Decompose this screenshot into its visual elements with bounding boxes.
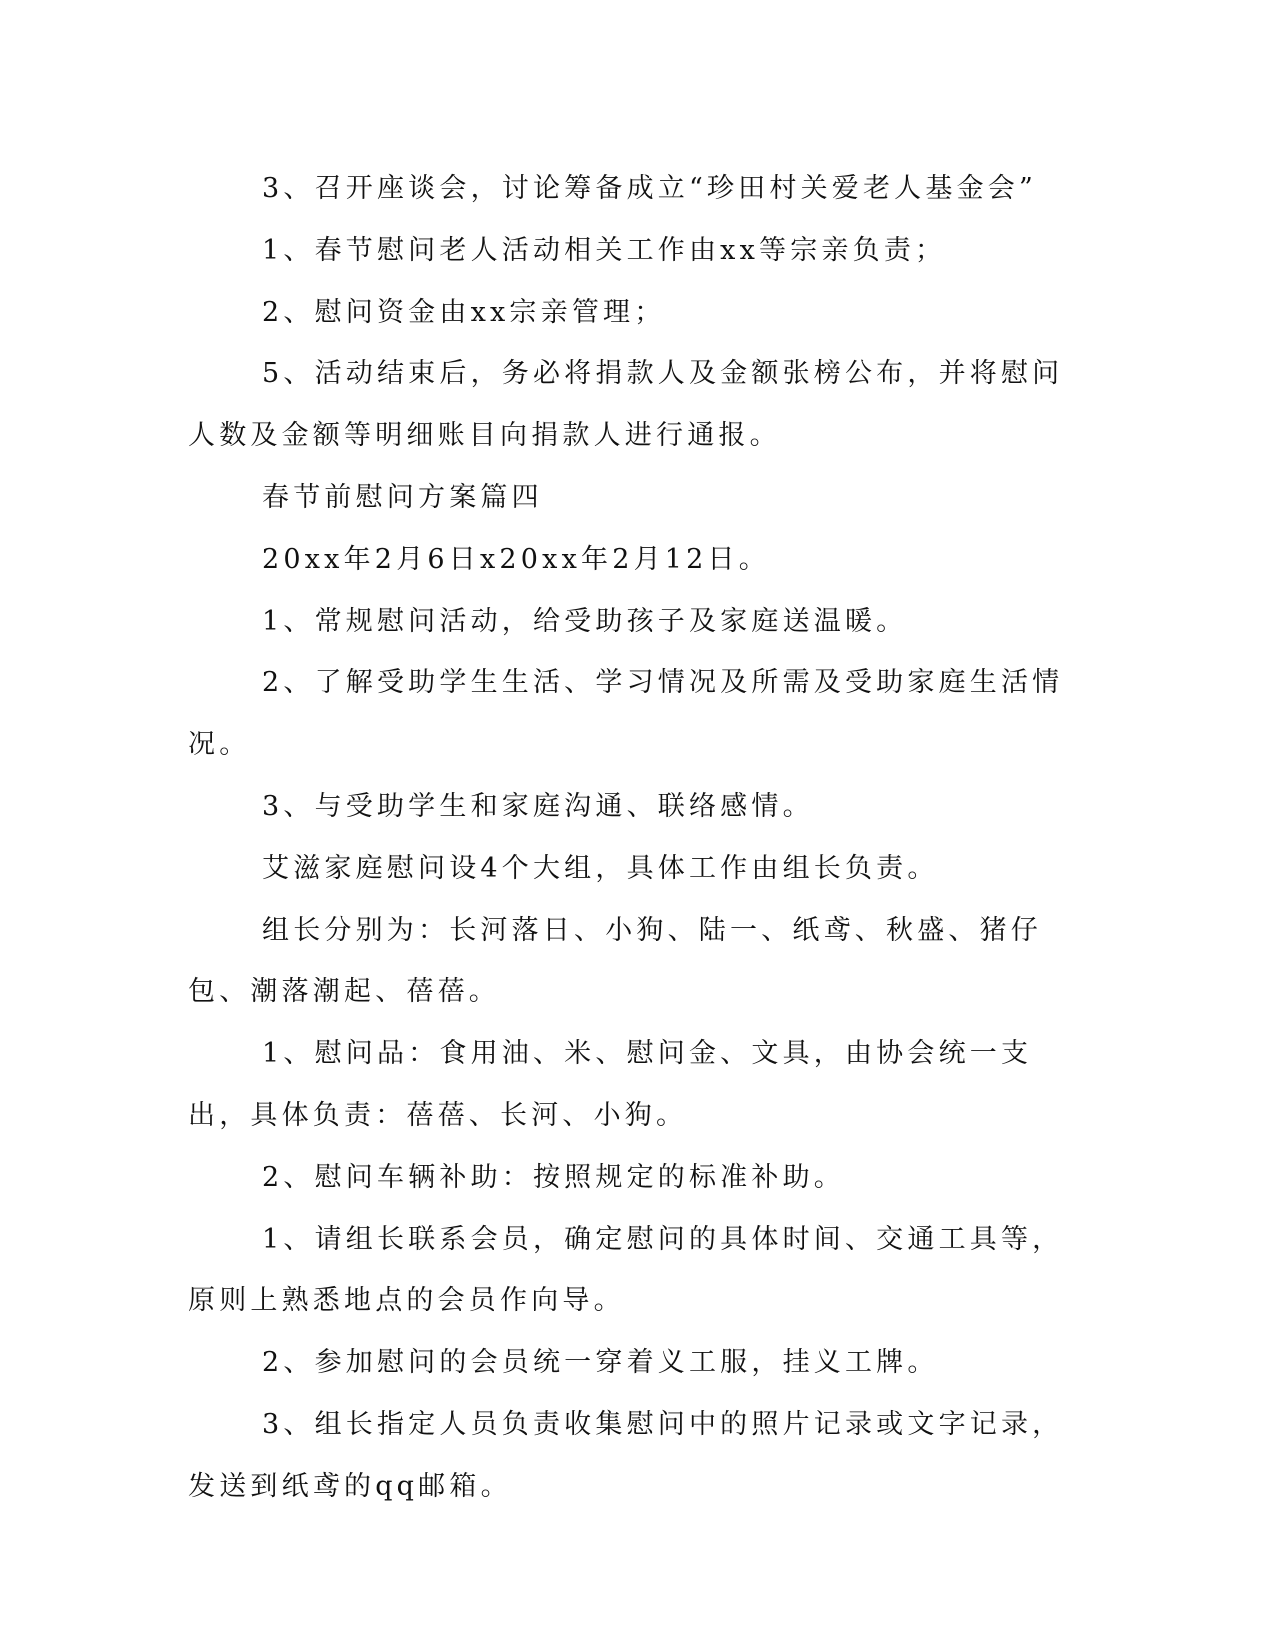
section-heading: 春节前慰问方案篇四 [262, 481, 543, 513]
paragraph: 20xx年2月6日x20xx年2月12日。 [262, 543, 770, 575]
paragraph: 3、召开座谈会，讨论筹备成立“珍田村关爱老人基金会” [262, 173, 1037, 204]
paragraph: 2、慰问车辆补助：按照规定的标准补助。 [262, 1161, 845, 1193]
paragraph: 1、慰问品：食用油、米、慰问金、文具，由协会统一支出，具体负责：蓓蓓、长河、小狗。 [188, 1038, 1033, 1131]
paragraph: 2、了解受助学生生活、学习情况及所需及受助家庭生活情况。 [188, 667, 1064, 761]
paragraph: 艾滋家庭慰问设4个大组，具体工作由组长负责。 [262, 852, 939, 884]
paragraph: 1、常规慰问活动，给受助孩子及家庭送温暖。 [262, 605, 908, 637]
paragraph: 3、组长指定人员负责收集慰问中的照片记录或文字记录，发送到纸鸢的qq邮箱。 [188, 1408, 1064, 1502]
paragraph: 5、活动结束后，务必将捐款人及金额张榜公布，并将慰问人数及金额等明细账目向捐款人进行通报。 [188, 358, 1064, 452]
paragraph: 2、参加慰问的会员统一穿着义工服，挂义工牌。 [262, 1347, 939, 1379]
paragraph: 组长分别为：长河落日、小狗、陆一、纸鸢、秋盛、猪仔包、潮落潮起、蓓蓓。 [188, 914, 1042, 1008]
paragraph: 1、请组长联系会员，确定慰问的具体时间、交通工具等，原则上熟悉地点的会员作向导。 [188, 1223, 1064, 1317]
document-body [188, 158, 1088, 1518]
paragraph: 3、与受助学生和家庭沟通、联络感情。 [262, 790, 814, 822]
paragraph: 1、春节慰问老人活动相关工作由xx等宗亲负责； [262, 234, 947, 266]
paragraph: 2、慰问资金由xx宗亲管理； [262, 296, 666, 328]
